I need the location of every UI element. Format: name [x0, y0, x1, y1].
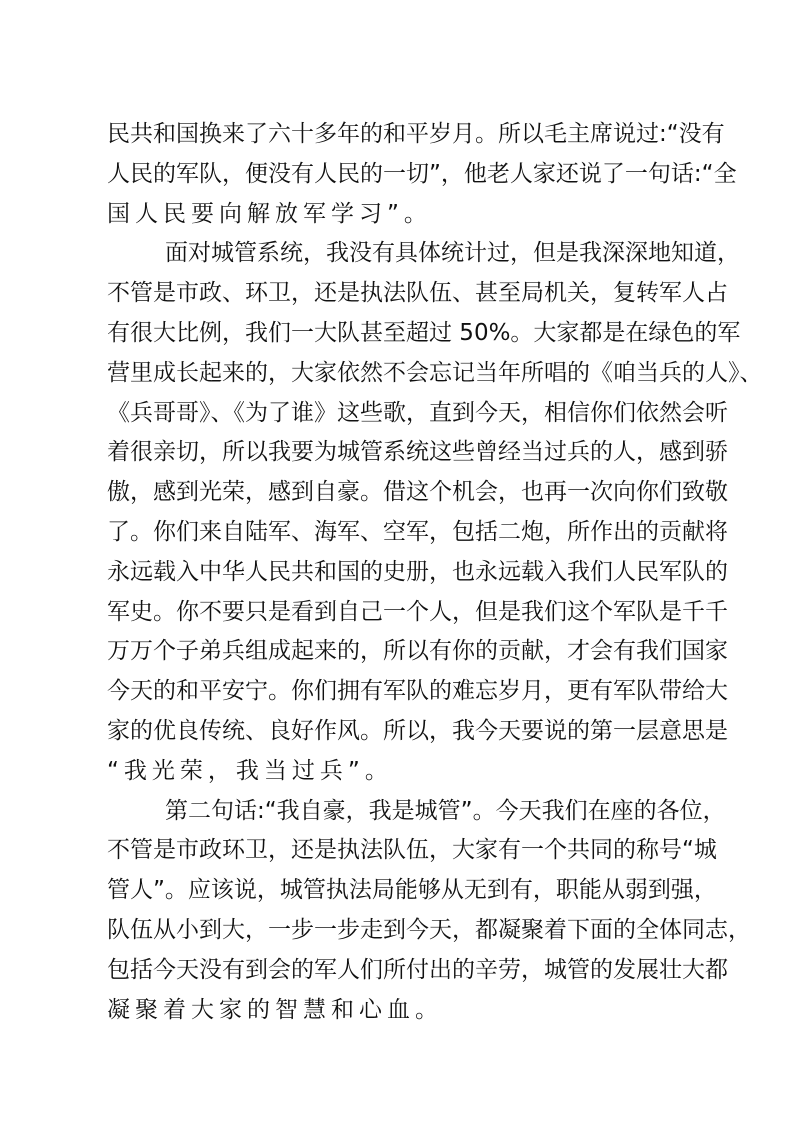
text-line: 凝聚着大家的智慧和心血。 [107, 996, 443, 1023]
text-line: 永远载入中华人民共和国的史册，也永远载入我们人民军队的 [107, 558, 728, 585]
text-line: 民共和国换来了六十多年的和平岁月。所以毛主席说过:“没有 [107, 121, 725, 147]
text-line: 《兵哥哥》、《为了谁》这些歌，直到今天，相信你们依然会听 [107, 399, 728, 426]
text-line: 包括今天没有到会的军人们所付出的辛劳，城管的发展壮大都 [107, 956, 728, 983]
paragraph-2 [107, 234, 763, 791]
text-line: “我光荣，我当过兵”。 [107, 757, 393, 784]
text-line: 营里成长起来的，大家依然不会忘记当年所唱的《咱当兵的人》、 [107, 359, 763, 386]
text-line: 不管是市政、环卫，还是执法队伍、甚至局机关，复转军人占 [107, 280, 728, 307]
text-line: 有很大比例，我们一大队甚至超过 50%。大家都是在绿色的军 [107, 319, 741, 346]
text-line: 管人”。应该说，城管执法局能够从无到有，职能从弱到强， [107, 877, 717, 904]
text-line: 军史。你不要只是看到自己一个人，但是我们这个军队是千千 [107, 598, 728, 625]
text-line: 了。你们来自陆军、海军、空军，包括二炮，所作出的贡献将 [107, 518, 728, 545]
text-line: 面对城管系统，我没有具体统计过，但是我深深地知道， [165, 240, 740, 267]
paragraph-1 [107, 115, 737, 234]
text-line: 着很亲切，所以我要为城管系统这些曾经当过兵的人，感到骄 [107, 439, 728, 466]
text-line: 家的优良传统、良好作风。所以，我今天要说的第一层意思是 [107, 717, 728, 744]
text-line: 万万个子弟兵组成起来的，所以有你的贡献，才会有我们国家 [107, 638, 728, 665]
text-line: 国人民要向解放军学习”。 [107, 200, 432, 227]
text-line: 今天的和平安宁。你们拥有军队的难忘岁月，更有军队带给大 [107, 678, 728, 705]
document-page [107, 115, 763, 1030]
text-line: 傲，感到光荣，感到自豪。借这个机会，也再一次向你们致敬 [107, 479, 728, 506]
text-line: 不管是市政环卫，还是执法队伍，大家有一个共同的称号“城 [107, 837, 717, 864]
paragraph-3 [107, 792, 751, 1031]
text-line: 人民的军队，便没有人民的一切”，他老人家还说了一句话:“全 [107, 160, 737, 187]
text-line: 队伍从小到大，一步一步走到今天，都凝聚着下面的全体同志， [107, 916, 751, 943]
text-line: 第二句话:“我自豪，我是城管”。今天我们在座的各位， [165, 797, 726, 824]
